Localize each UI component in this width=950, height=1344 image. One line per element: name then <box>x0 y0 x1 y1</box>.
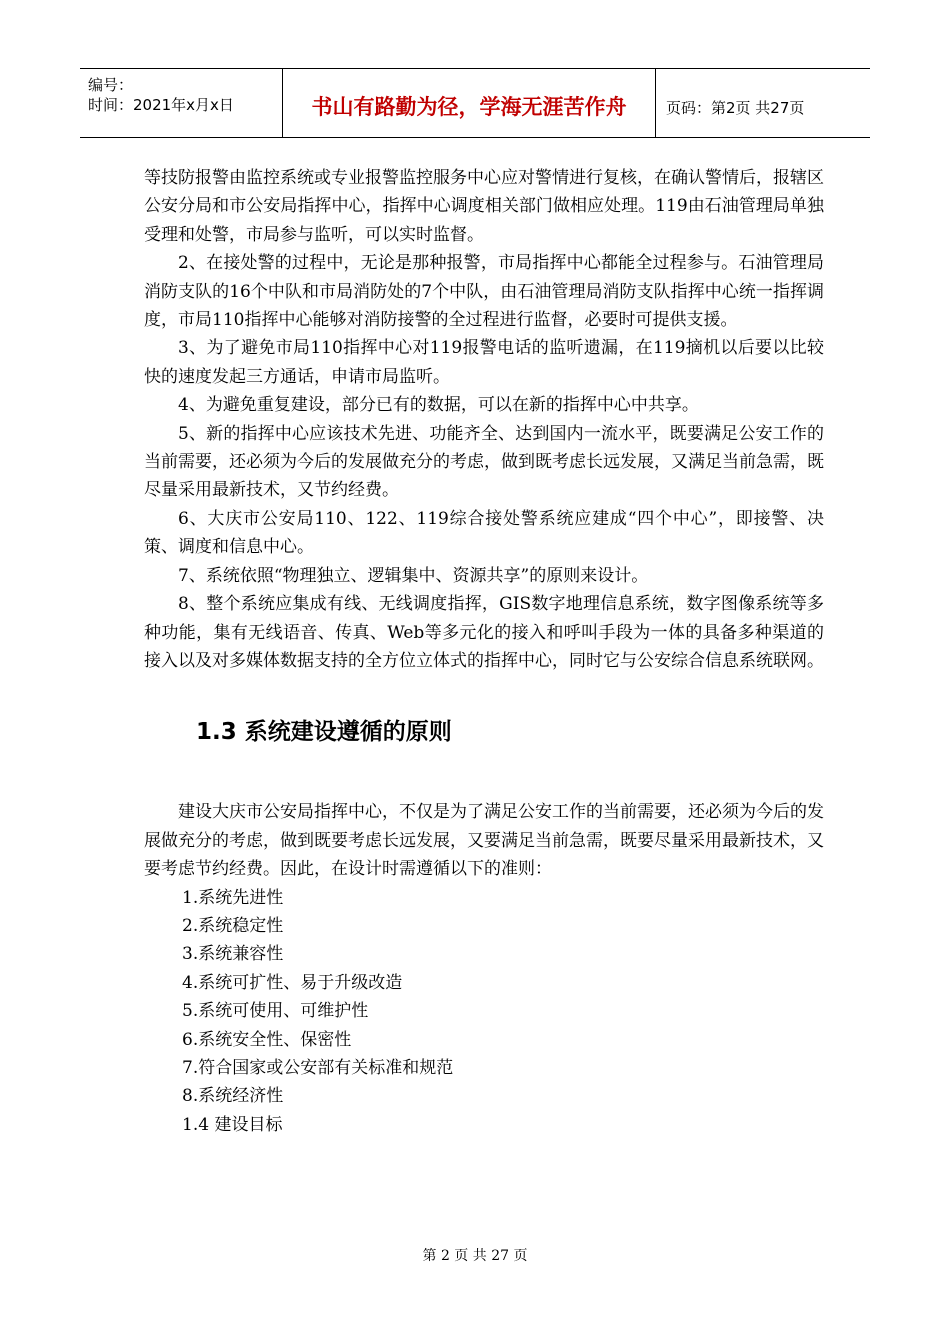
paragraph-item-3: 3、为了避免市局110指挥中心对119报警电话的监听遗漏，在119摘机以后要以比较快的速度发起三方通话，申请市局监听。 <box>144 338 824 387</box>
subsection-title: 1.4 建设目标 <box>182 1114 283 1135</box>
paragraph-item-7: 7、系统依照“物理独立、逻辑集中、资源共享”的原则来设计。 <box>178 565 649 586</box>
doc-time-label: 时间：2021年x月x日 <box>88 96 234 114</box>
paragraph-item-6: 6、大庆市公安局110、122、119综合接处警系统应建成“四个中心”，即接警、决策、调度和信息中心。 <box>144 508 824 558</box>
doc-number-label: 编号： <box>88 76 134 94</box>
principle-item: 3.系统兼容性 <box>182 944 284 965</box>
paragraph-continued: 等技防报警由监控系统或专业报警监控服务中心应对警情进行复核，在确认警情后，报辖区公安分局和市公安局指挥中心，指挥中心调度相关部门做相应处理。119由石油管理局单独受理和处警，市局参与监听，可以实时监督。 <box>144 168 824 245</box>
paragraph-item-5: 5、新的指挥中心应该技术先进、功能齐全、达到国内一流水平，既要满足公安工作的当前需要，还必须为今后的发展做充分的考虑，做到既考虑长远发展，又满足当前急需，既尽量采用最新技术，又节约经费。 <box>144 423 824 501</box>
paragraph-item-8: 8、整个系统应集成有线、无线调度指挥，GIS数字地理信息系统，数字图像系统等多种功能，集有无线语音、传真、Web等多元化的接入和呼叫手段为一体的具备多种渠道的接入以及对多媒体数据支持的全方位立体式的指挥中心，同时它与公安综合信息系统联网。 <box>144 594 824 671</box>
principle-item: 6.系统安全性、保密性 <box>182 1029 352 1050</box>
document-body <box>144 164 824 1139</box>
header-page-code: 页码：第2页 共27页 <box>666 99 805 117</box>
paragraph-item-2: 2、在接处警的过程中，无论是那种报警，市局指挥中心都能全过程参与。石油管理局消防支队的16个中队和市局消防处的7个中队，由石油管理局消防支队指挥中心统一指挥调度，市局110指挥中心能够对消防接警的全过程进行监督，必要时可提供支援。 <box>144 253 824 331</box>
principle-item: 5.系统可使用、可维护性 <box>182 1001 369 1022</box>
principle-item: 4.系统可扩性、易于升级改造 <box>182 972 403 993</box>
section-heading: 1.3 系统建设遵循的原则 <box>196 719 452 746</box>
paragraph-item-4: 4、为避免重复建设，部分已有的数据，可以在新的指挥中心中共享。 <box>178 395 699 416</box>
principle-item: 7.符合国家或公安部有关标准和规范 <box>182 1057 454 1078</box>
section-intro: 建设大庆市公安局指挥中心，不仅是为了满足公安工作的当前需要，还必须为今后的发展做充分的考虑，做到既要考虑长远发展，又要满足当前急需，既要尽量采用最新技术，又要考虑节约经费。因此，在设计时需遵循以下的准则： <box>144 802 824 880</box>
principle-item: 8.系统经济性 <box>182 1086 284 1107</box>
page-header <box>80 68 870 138</box>
header-motto: 书山有路勤为径，学海无涯苦作舟 <box>282 69 656 137</box>
principle-item: 1.系统先进性 <box>182 887 284 908</box>
page-footer: 第 2 页 共 27 页 <box>422 1248 528 1264</box>
principle-item: 2.系统稳定性 <box>182 915 284 936</box>
header-meta <box>80 69 282 137</box>
